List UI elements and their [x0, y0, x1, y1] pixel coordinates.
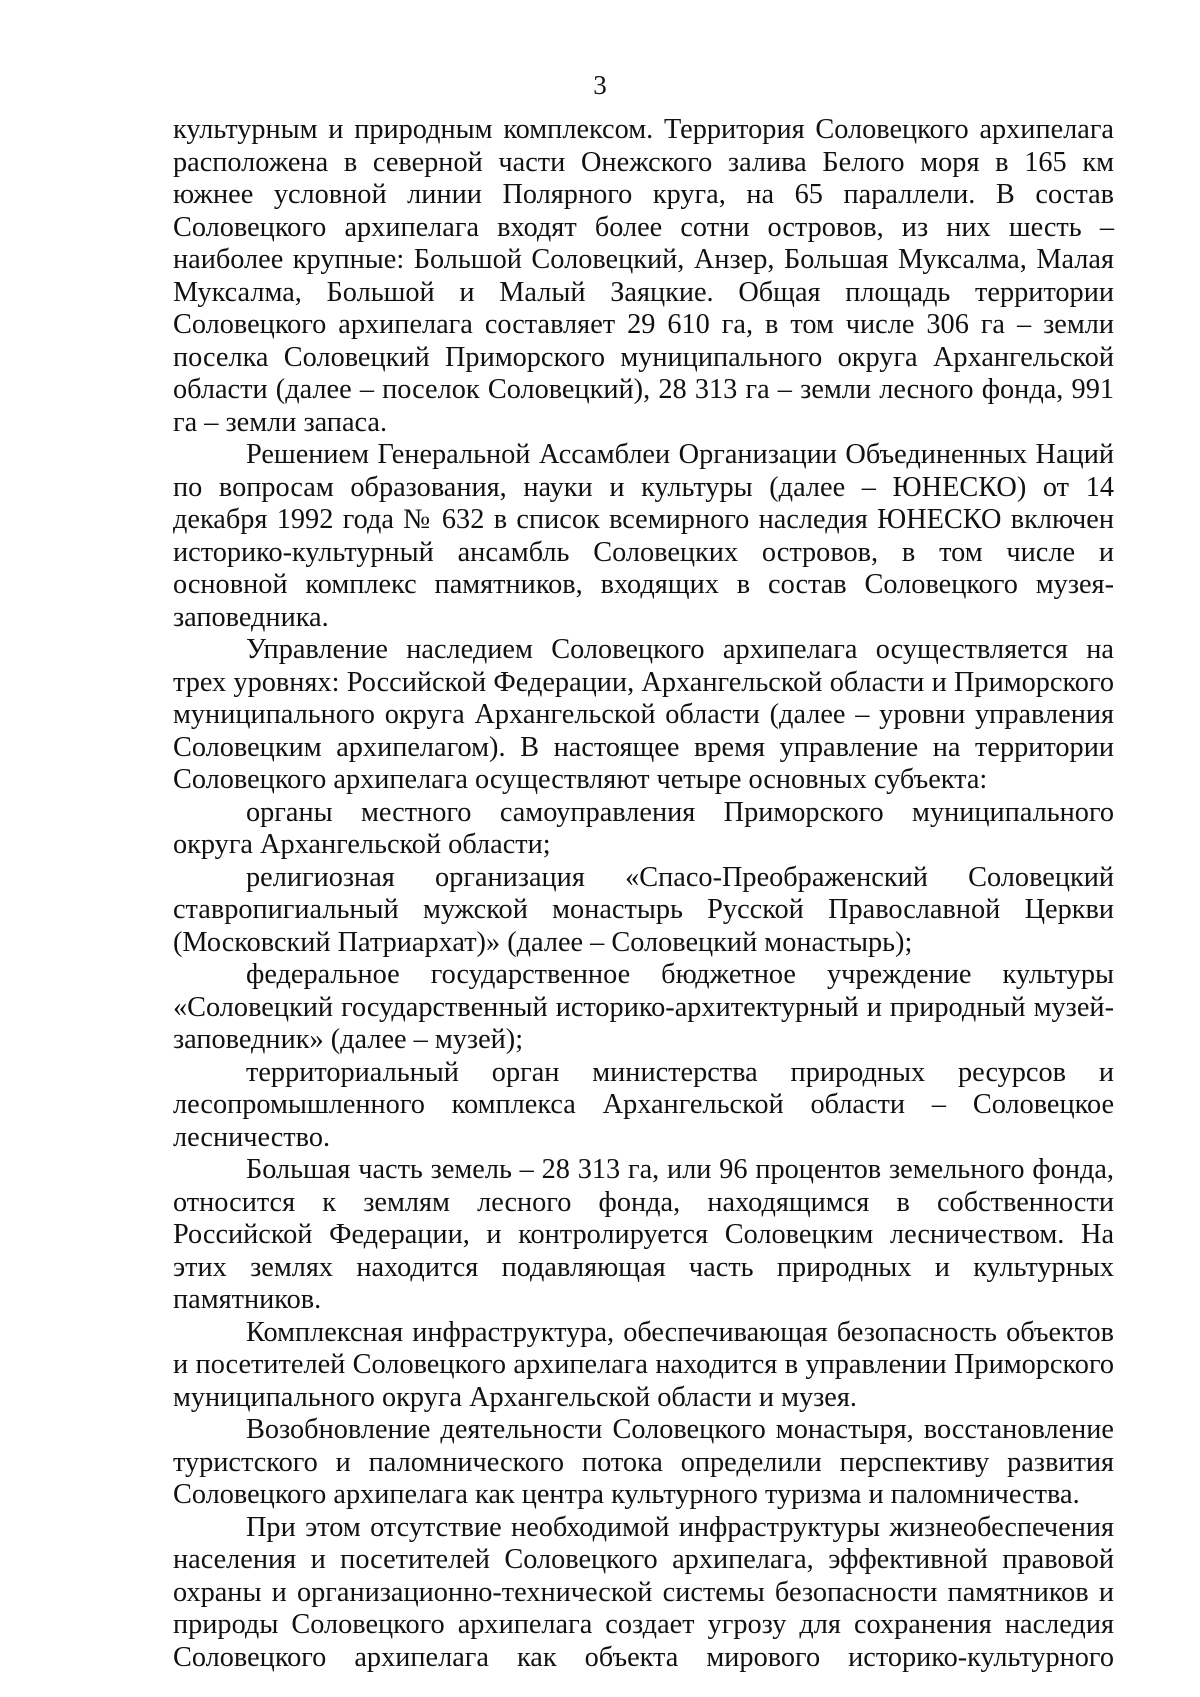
list-item-museum: федеральное государственное бюджетное учреждение культуры «Соловецкий государственный историко-архитектурный и природный музей-заповедник» (далее – музей);: [173, 959, 1114, 1055]
list-item-forestry: территориальный орган министерства природных ресурсов и лесопромышленного комплекса Архангельской области – Соловецкое лесничество.: [173, 1056, 1114, 1153]
list-item-monastery: религиозная организация «Спасо-Преображенский Соловецкий ставропигиальный мужской монастырь Русской Православной Церкви (Московский Патриархат)» (далее – Соловецкий монастырь);: [173, 861, 1114, 958]
paragraph-heritage-management: Управление наследием Соловецкого архипелага осуществляется на трех уровнях: Российской Федерации, Архангельской области и Приморского муниципального округа Архангельской области (далее – уровни управления Соловецким архипелагом). В настоящее время управление на территории Соловецкого архипелага осуществляют четыре основных субъекта:: [173, 634, 1114, 795]
paragraph-infrastructure: Комплексная инфраструктура, обеспечивающая безопасность объектов и посетителей Соловецкого архипелага находится в управлении Приморского муниципального округа Архангельской области и музея.: [173, 1316, 1114, 1413]
paragraph-threat: При этом отсутствие необходимой инфраструктуры жизнеобеспечения населения и посетителей Соловецкого архипелага, эффективной правовой охраны и организационно-технической системы безопасности памятников и природы Соловецкого архипелага создает угрозу для сохранения наследия Соловецкого архипелага как объекта мирового историко-культурного: [173, 1511, 1114, 1673]
paragraph-unesco-decision: Решением Генеральной Ассамблеи Организации Объединенных Наций по вопросам образования, науки и культуры (далее – ЮНЕСКО) от 14 декабря 1992 года № 632 в список всемирного наследия ЮНЕСКО включен историко-культурный ансамбль Соловецких островов, в том числе и основной комплекс памятников, входящих в состав Соловецкого музея-заповедника.: [173, 439, 1114, 633]
paragraph-land-fund: Большая часть земель – 28 313 га, или 96 процентов земельного фонда, относится к землям лесного фонда, находящимся в собственности Российской Федерации, и контролируется Соловецким лесничеством. На этих землях находится подавляющая часть природных и культурных памятников.: [173, 1154, 1114, 1315]
paragraph-tourism: Возобновление деятельности Соловецкого монастыря, восстановление туристского и паломнического потока определили перспективу развития Соловецкого архипелага как центра культурного туризма и паломничества.: [173, 1414, 1114, 1510]
document-body: [173, 114, 1114, 1674]
paragraph-continuation: культурным и природным комплексом. Территория Соловецкого архипелага расположена в северной части Онежского залива Белого моря в 165 км южнее условной линии Полярного круга, на 65 параллели. В состав Соловецкого архипелага входят более сотни островов, из них шесть – наиболее крупные: Большой Соловецкий, Анзер, Большая Муксалма, Малая Муксалма, Большой и Малый Заяцкие. Общая площадь территории Соловецкого архипелага составляет 29 610 га, в том числе 306 га – земли поселка Соловецкий Приморского муниципального округа Архангельской области (далее – поселок Соловецкий), 28 313 га – земли лесного фонда, 991 га – земли запаса.: [173, 114, 1114, 438]
page-number: 3: [593, 70, 607, 100]
list-item-local-government: органы местного самоуправления Приморского муниципального округа Архангельской области;: [173, 796, 1114, 860]
